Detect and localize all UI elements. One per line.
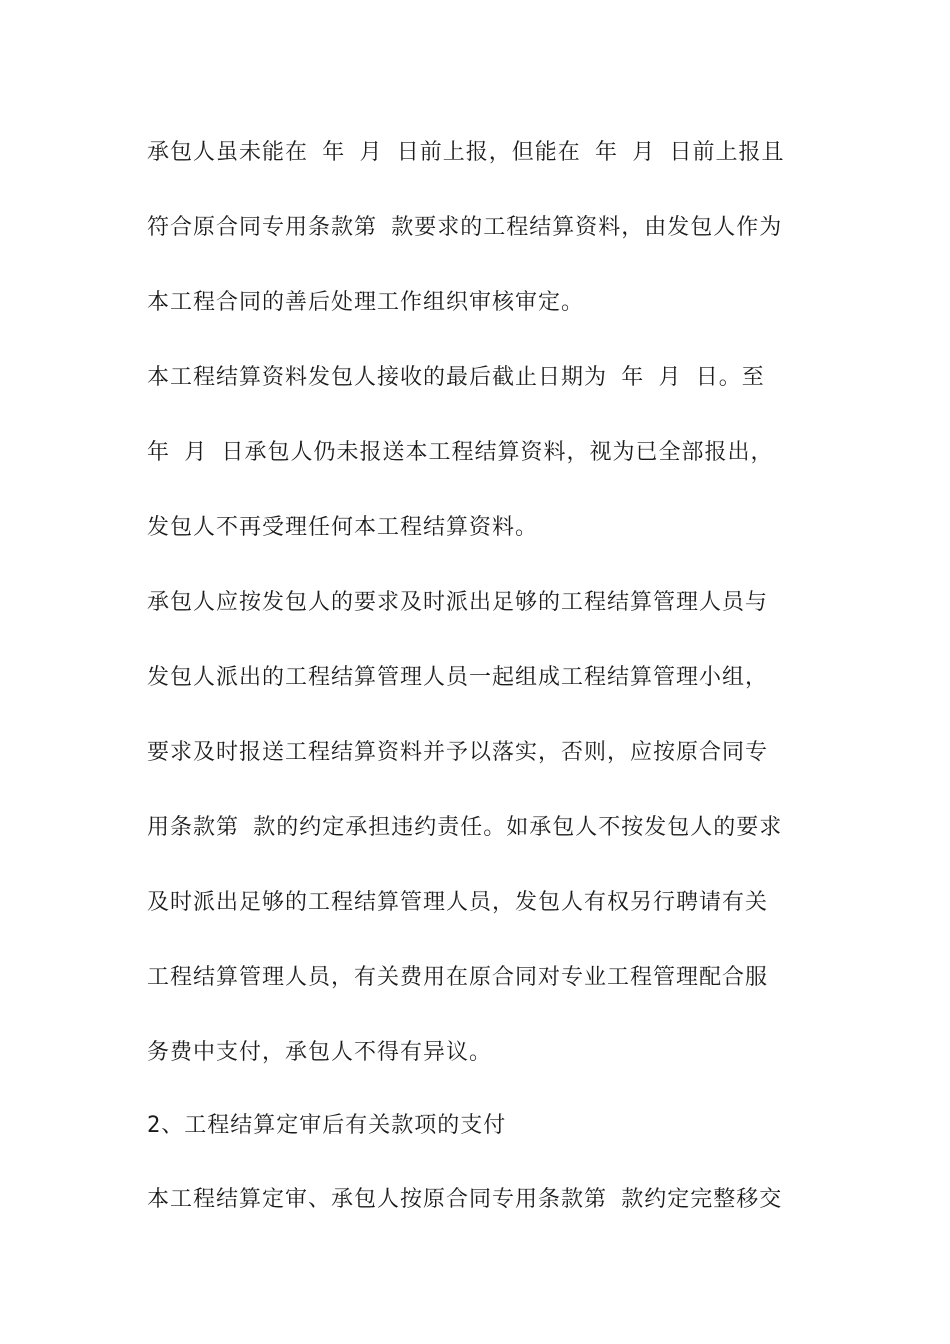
text-line: 承包人虽未能在 年 月 日前上报，但能在 年 月 日前上报且 bbox=[147, 140, 785, 165]
text-line: 本工程结算资料发包人接收的最后截止日期为 年 月 日。至 bbox=[147, 365, 765, 390]
text-line: 本工程结算定审、承包人按原合同专用条款第 款约定完整移交 bbox=[147, 1187, 783, 1212]
text-line: 务费中支付，承包人不得有异议。 bbox=[147, 1040, 493, 1065]
text-line: 年 月 日承包人仍未报送本工程结算资料，视为已全部报出， bbox=[147, 440, 774, 465]
text-line: 发包人不再受理任何本工程结算资料。 bbox=[147, 515, 539, 540]
text-line: 要求及时报送工程结算资料并予以落实，否则，应按原合同专 bbox=[147, 740, 769, 765]
text-line: 本工程合同的善后处理工作组织审核审定。 bbox=[147, 290, 585, 315]
text-line: 承包人应按发包人的要求及时派出足够的工程结算管理人员与 bbox=[147, 590, 769, 615]
text-line: 及时派出足够的工程结算管理人员，发包人有权另行聘请有关 bbox=[147, 890, 769, 915]
section-heading: 2、工程结算定审后有关款项的支付 bbox=[147, 1113, 507, 1138]
text-line: 符合原合同专用条款第 款要求的工程结算资料，由发包人作为 bbox=[147, 215, 783, 240]
text-line: 用条款第 款的约定承担违约责任。如承包人不按发包人的要求 bbox=[147, 815, 783, 840]
text-line: 发包人派出的工程结算管理人员一起组成工程结算管理小组， bbox=[147, 665, 769, 690]
text-line: 工程结算管理人员，有关费用在原合同对专业工程管理配合服 bbox=[147, 965, 769, 990]
